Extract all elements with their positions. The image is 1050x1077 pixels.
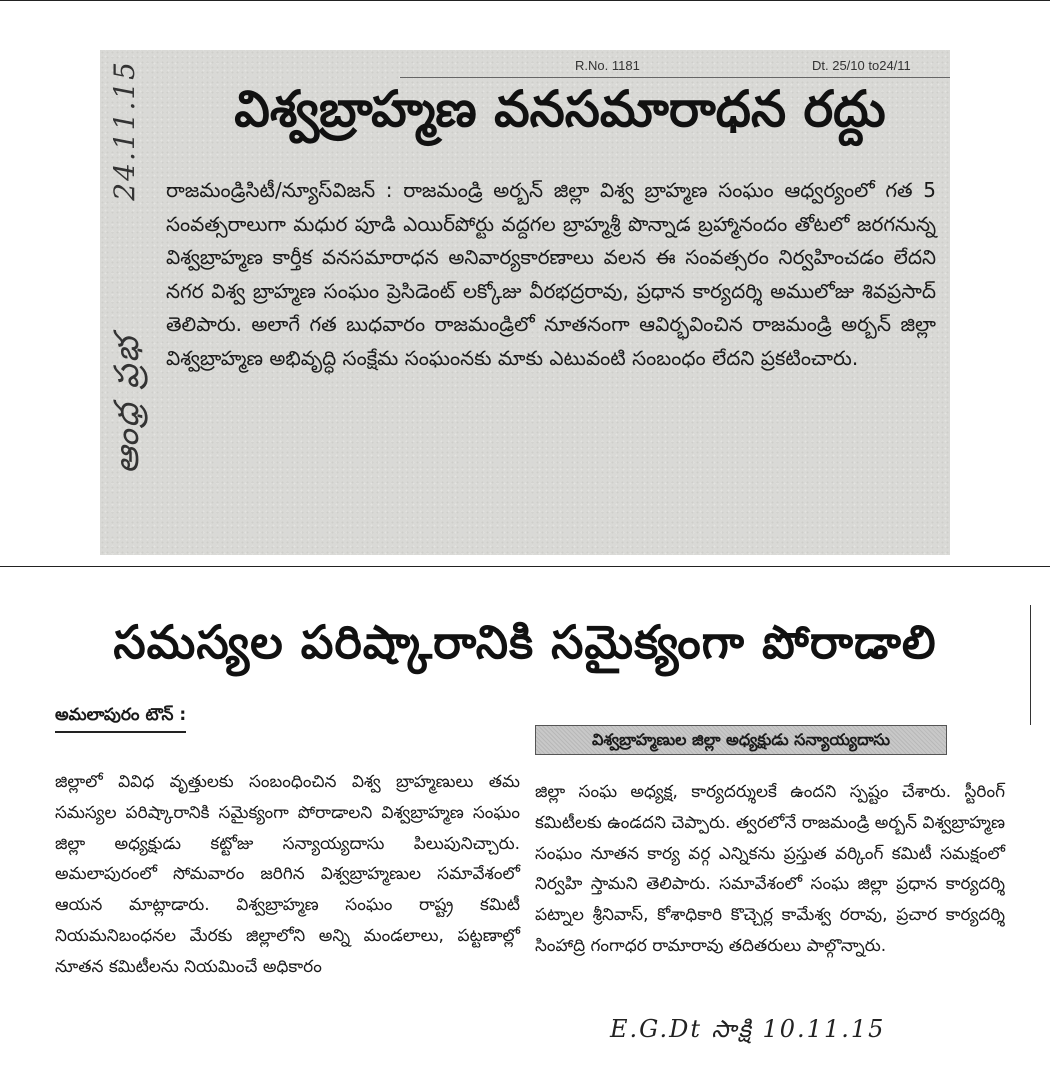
- handwritten-source-date: E.G.Dt సాక్షి 10.11.15: [610, 1015, 886, 1043]
- right-edge-mark: [1030, 605, 1031, 725]
- news-clipping-1: [100, 50, 950, 555]
- news-clipping-2: [30, 585, 1020, 1070]
- article-column-1: జిల్లాలో వివిధ వృత్తులకు సంబంధించిన విశ్వ బ్రాహ్మణులు తమ సమస్యల పరిష్కారానికి సమైక్యంగా పోరాడాలని విశ్వబ్రాహ్మణ సంఘం జిల్లా అధ్యక్షుడు కట్టోజు సన్యాయ్యదాసు పిలుపునిచ్చారు. అమలాపురంలో సోమవారం జరిగిన విశ్వబ్రాహ్మణుల సమావేశంలో ఆయన మాట్లాడారు. విశ్వబ్రాహ్మణ సంఘం రాష్ట్ర కమిటీ నియమనిబంధనల మేరకు జిల్లాలోని అన్ని మండలాలు, పట్టణాల్లో నూతన కమిటీలను నియమించే అధికారం: [55, 772, 520, 977]
- clipping-separator: [0, 566, 1050, 567]
- top-divider: [0, 0, 1050, 1]
- subheading-box: విశ్వబ్రాహ్మణుల జిల్లా అధ్యక్షుడు సన్యాయ్యదాసు: [535, 725, 947, 755]
- meta-rule: [400, 77, 950, 78]
- handwritten-date: 24.11.15: [108, 60, 141, 201]
- registration-number: R.No. 1181: [575, 58, 640, 73]
- date-range: Dt. 25/10 to24/11: [812, 58, 911, 73]
- article-body: రాజమండ్రిసిటీ/న్యూస్‌విజన్ : రాజమండ్రి అర్బన్ జిల్లా విశ్వ బ్రాహ్మణ సంఘం ఆధ్వర్యంలో గత 5 సంవత్సరాలుగా మధుర పూడి ఎయిర్‌పోర్టు వద్దగల బ్రాహ్మశ్రీ పొన్నాడ బ్రహ్మానందం తోటలో జరగనున్న విశ్వబ్రాహ్మణ కార్తీక వనసమారాధన అనివార్యకారణాలు వలన ఈ సంవత్సరం నిర్వహించడం లేదని నగర విశ్వ బ్రాహ్మణ సంఘం ప్రెసిడెంట్ లక్కోజు వీరభద్రరావు, ప్రధాన కార్యదర్శి అములోజు శివప్రసాద్ తెలిపారు. అలాగే గత బుధవారం రాజమండ్రిలో నూతనంగా ఆవిర్భవించిన రాజమండ్రి అర్బన్ జిల్లా విశ్వబ్రాహ్మణ అభివృద్ధి సంక్షేమ సంఘంనకు మాకు ఎటువంటి సంబంధం లేదని ప్రకటించారు.: [166, 178, 936, 370]
- article-column-2: జిల్లా సంఘ అధ్యక్ష, కార్యదర్శులకే ఉందని స్పష్టం చేశారు. స్టీరింగ్ కమిటీలకు ఉండదని చెప్పారు. త్వరలోనే రాజమండ్రి అర్బన్ విశ్వబ్రాహ్మణ సంఘం నూతన కార్య వర్గ ఎన్నికను ప్రస్తుత వర్కింగ్ కమిటీ సమక్షంలో నిర్వహి స్తామని తెలిపారు. సమావేశంలో సంఘ జిల్లా ప్రధాన కార్యదర్శి పట్నాల శ్రీనివాస్, కోశాధికారి కొచ్చెర్ల కామేశ్వ రరావు, ప్రచార కార్యదర్శి సింహాద్రి గంగాధర రామారావు తదితరులు పాల్గొన్నారు.: [535, 782, 1005, 956]
- dateline: అమలాపురం టౌన్ :: [55, 705, 186, 733]
- headline: విశ్వబ్రాహ్మణ వనసమారాధన రద్దు: [234, 80, 886, 138]
- headline: సమస్యల పరిష్కారానికి సమైక్యంగా పోరాడాలి: [113, 615, 937, 669]
- newspaper-name-handwritten: ఆంధ్ర ప్రభ: [107, 335, 147, 475]
